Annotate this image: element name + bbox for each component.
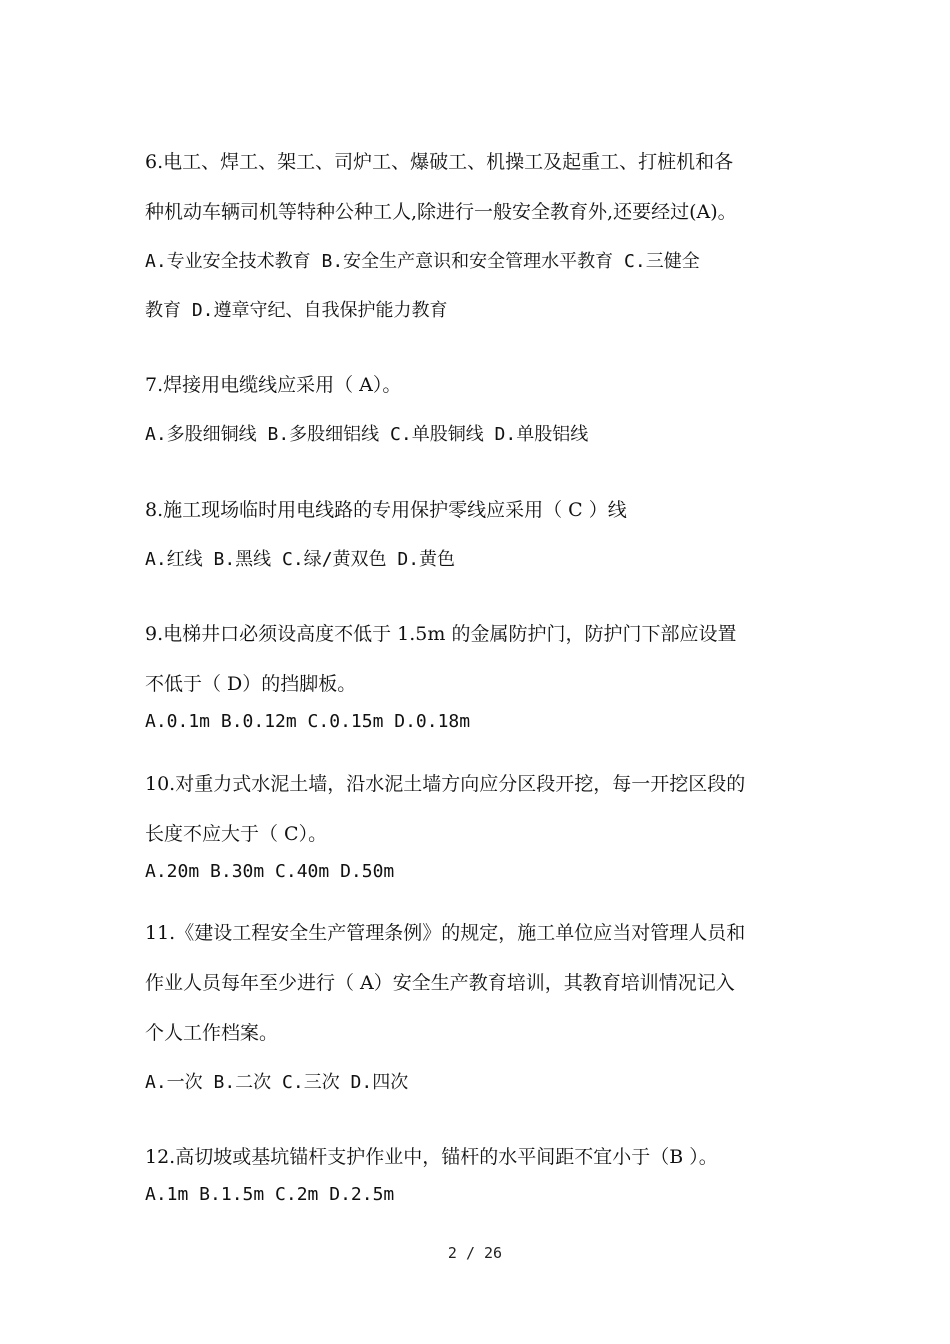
question-options-line: A.0.1m B.0.12m C.0.15m D.0.18m xyxy=(145,711,471,732)
question-text-line: 10.对重力式水泥土墙，沿水泥土墙方向应分区段开挖，每一开挖区段的 xyxy=(145,773,746,795)
question-options-line: A.多股细铜线 B.多股细铝线 C.单股铜线 D.单股铝线 xyxy=(145,424,589,445)
question-text-line: 6.电工、焊工、架工、司炉工、爆破工、机操工及起重工、打桩机和各 xyxy=(145,151,734,173)
page-number: 2 / 26 xyxy=(447,1244,503,1262)
question-text-line: 种机动车辆司机等特种公种工人,除进行一般安全教育外,还要经过(A)。 xyxy=(145,201,737,223)
question-options-line: A.一次 B.二次 C.三次 D.四次 xyxy=(145,1072,409,1093)
question-options-line: A.20m B.30m C.40m D.50m xyxy=(145,861,395,882)
question-options-line: A.专业安全技术教育 B.安全生产意识和安全管理水平教育 C.三健全 xyxy=(145,251,700,272)
question-text-line: 7.焊接用电缆线应采用（ A）。 xyxy=(145,374,402,396)
question-text-line: 12.高切坡或基坑锚杆支护作业中，锚杆的水平间距不宜小于（B ）。 xyxy=(145,1146,718,1168)
question-text-line: 个人工作档案。 xyxy=(145,1022,279,1044)
question-text-line: 11.《建设工程安全生产管理条例》的规定，施工单位应当对管理人员和 xyxy=(145,922,746,944)
question-text-line: 长度不应大于（ C）。 xyxy=(145,823,328,845)
question-text-line: 9.电梯井口必须设高度不低于 1.5m 的金属防护门，防护门下部应设置 xyxy=(145,623,737,645)
question-text-line: 作业人员每年至少进行（ A）安全生产教育培训，其教育培训情况记入 xyxy=(145,972,735,994)
question-options-line: A.1m B.1.5m C.2m D.2.5m xyxy=(145,1184,395,1205)
question-options-line: 教育 D.遵章守纪、自我保护能力教育 xyxy=(145,300,448,321)
question-text-line: 8.施工现场临时用电线路的专用保护零线应采用（ C ）线 xyxy=(145,499,627,521)
question-options-line: A.红线 B.黑线 C.绿/黄双色 D.黄色 xyxy=(145,549,456,570)
question-text-line: 不低于（ D）的挡脚板。 xyxy=(145,673,357,695)
